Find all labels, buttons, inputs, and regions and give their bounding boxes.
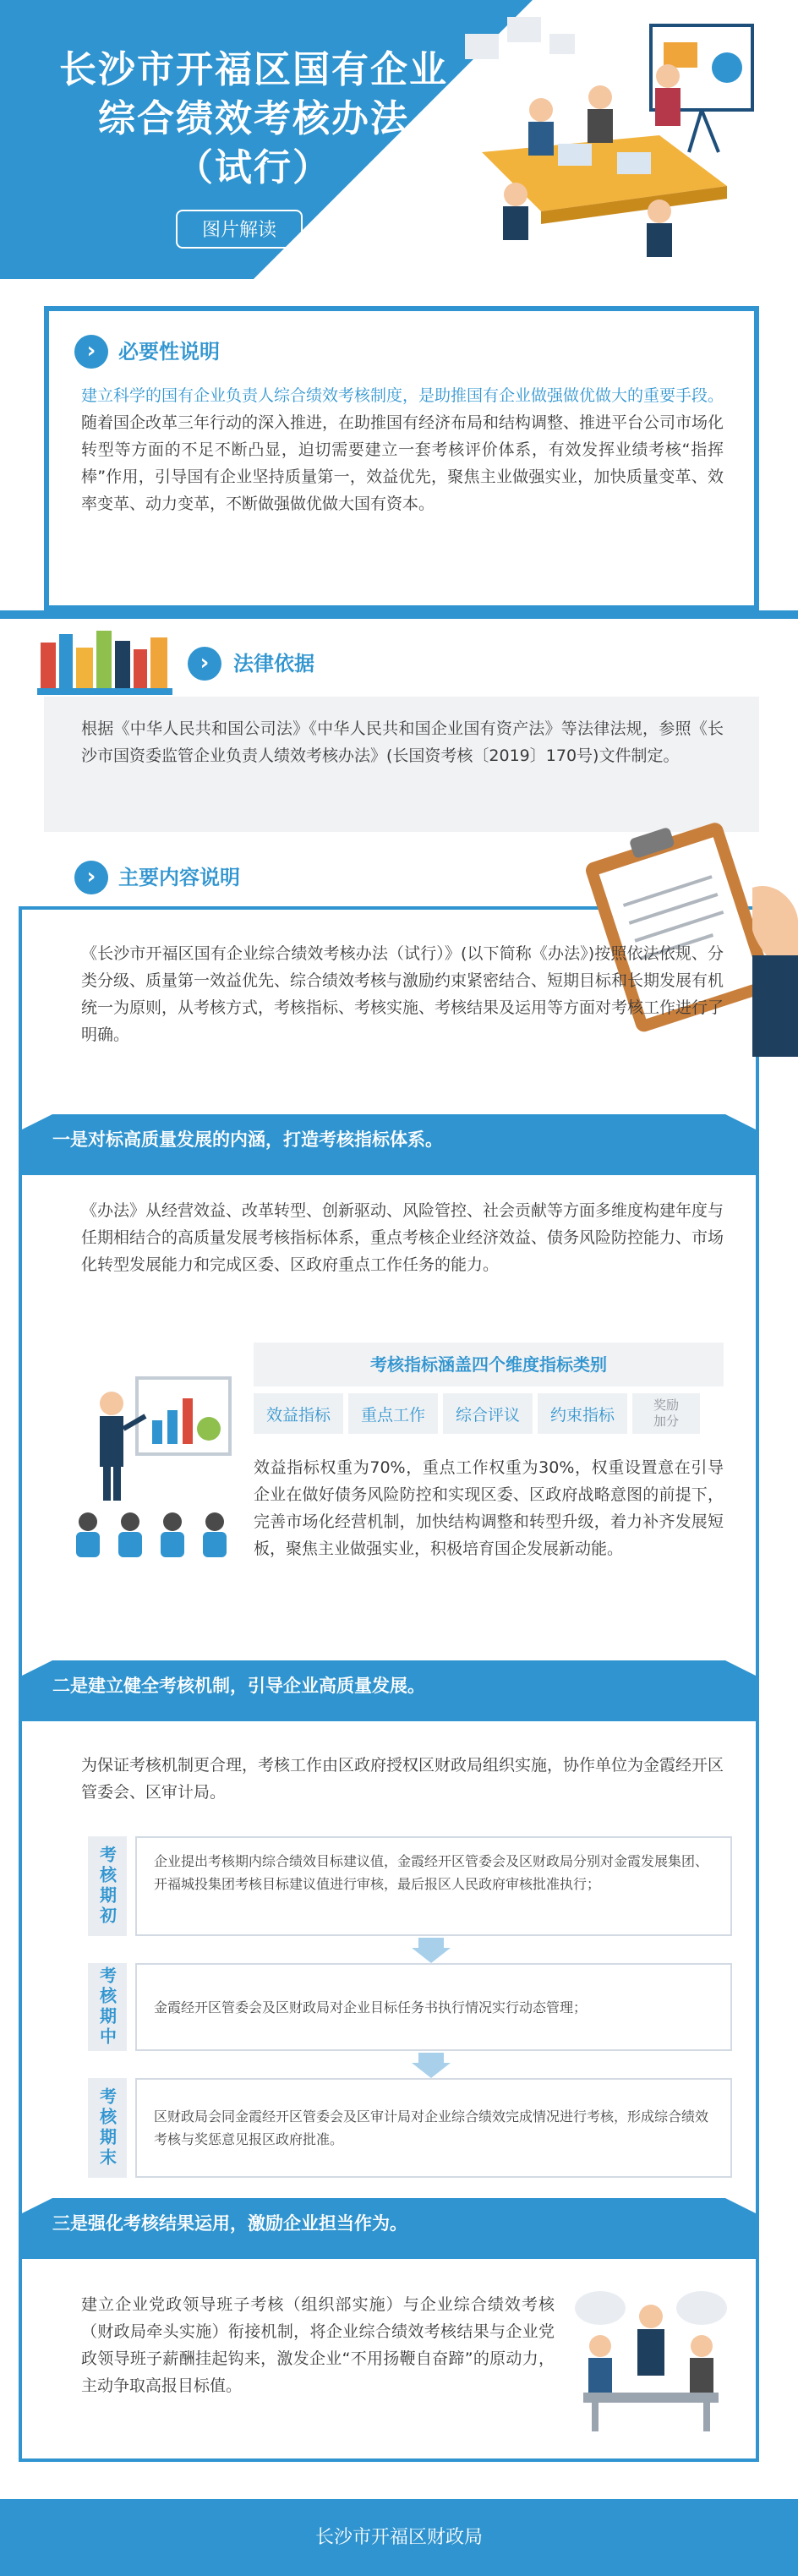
dimension-cell-benefit: 效益指标 [254,1393,343,1434]
dimensions-table [249,1388,705,1439]
bonus-line1: 奖励 [653,1397,679,1413]
necessity-title: 必要性说明 [118,340,220,364]
stage-text-end: 区财政局会同金霞经开区管委会及区审计局对企业综合绩效完成情况进行考核，形成综合绩效考核与奖惩意见报区政府批准。 [135,2078,732,2178]
dimension-cell-key-work: 重点工作 [348,1393,438,1434]
part2-intro: 为保证考核机制更合理，考核工作由区政府授权区财政局组织实施，协作单位为金霞经开区管委会、区审计局。 [81,1756,724,1802]
dimensions-row [249,1388,705,1439]
part1-body: 《办法》从经营效益、改革转型、创新驱动、风险管控、社会贡献等方面多维度构建年度与任期相结合的高质量发展考核指标体系，重点考核企业经济效益、债务风险防控能力、市场化转型发展能力和完成区委、区政府重点工作任务的能力。 [81,1201,724,1274]
page-title-line1: 长沙市开福区国有企业 [59,48,448,91]
books-icon [37,626,172,697]
presenter-illustration [69,1370,238,1564]
chevron-right-icon: › [188,647,221,681]
stage-tag-end: 考核期末 [88,2078,127,2178]
necessity-text [81,382,724,517]
part2-band: 二是建立健全考核机制，引导企业高质量发展。 [52,1664,729,1708]
part1-weights: 效益指标权重为70%，重点工作权重为30%，权重设置意在引导企业在做好债务风险防控和实现区委、区政府战略意图的前提下，完善市场化经营机制，加快结构调整和转型升级，着力补齐发展短板，聚焦主业做强实业，积极培育国企发展新动能。 [254,1458,724,1558]
content-title: 主要内容说明 [118,866,240,889]
page-title-line3: （试行） [176,146,331,189]
image-interpretation-badge: 图片解读 [176,210,303,249]
page-title-line2: 综合绩效考核办法 [98,97,409,140]
dimension-cell-constraint: 约束指标 [538,1393,627,1434]
chevron-right-icon: › [74,335,108,369]
necessity-body: 随着国企改革三年行动的深入推进，在助推国有经济布局和结构调整、推进平台公司市场化转型等方面的不足不断凸显，迫切需要建立一套考核评价体系，有效发挥业绩考核“指挥棒”作用，引导国有企业坚持质量第一，效益优先，聚焦主业做强实业，加快质量变革、效率变革、动力变革，不断做强做优做大国有资本。 [81,413,724,513]
legal-text: 根据《中华人民共和国公司法》《中华人民共和国企业国有资产法》等法律法规，参照《长沙市国资委监管企业负责人绩效考核办法》(长国资考核〔2019〕170号)文件制定。 [81,719,724,765]
stage-text-start: 企业提出考核期内综合绩效目标建议值，金霞经开区管委会及区财政局分别对金霞发展集团、开福城投集团考核目标建议值进行审核，最后报区人民政府审核批准执行； [135,1836,732,1936]
arrow-down-icon [412,2053,451,2078]
part3-body: 建立企业党政领导班子考核（组织部实施）与企业综合绩效考核（财政局牵头实施）衔接机制，将企业综合绩效考核结果与企业党政领导班子薪酬挂起钩来，激发企业“不用扬鞭自奋蹄”的原动力，主动争取高报目标值。 [81,2295,555,2395]
dimension-cell-bonus [632,1393,700,1434]
part3-band: 三是强化考核结果运用，激励企业担当作为。 [52,2201,729,2245]
stage-text-mid: 金霞经开区管委会及区财政局对企业目标任务书执行情况实行动态管理； [135,1963,732,2051]
chevron-right-icon: › [74,861,108,894]
divider [0,610,798,619]
dimension-cell-evaluation: 综合评议 [443,1393,533,1434]
stage-tag-start: 考核期初 [88,1836,127,1936]
legal-title: 法律依据 [233,652,314,675]
discussion-illustration [566,2283,735,2435]
dimensions-title: 考核指标涵盖四个维度指标类别 [254,1343,724,1386]
meeting-illustration [448,8,786,262]
footer: 长沙市开福区财政局 [0,2499,798,2576]
stage-tag-mid: 考核期中 [88,1963,127,2051]
arrow-down-icon [412,1938,451,1963]
part1-band: 一是对标高质量发展的内涵，打造考核指标体系。 [52,1118,729,1162]
bonus-line2: 加分 [653,1414,679,1429]
content-intro: 《长沙市开福区国有企业综合绩效考核办法（试行）》(以下简称《办法》)按照依法依规、分类分级、质量第一效益优先、综合绩效考核与激励约束紧密结合、短期目标和长期发展有机统一为原则，从考核方式，考核指标、考核实施、考核结果及运用等方面对考核工作进行了明确。 [81,944,724,1044]
hero-banner [0,0,798,279]
necessity-highlight: 建立科学的国有企业负责人综合绩效考核制度，是助推国有企业做强做优做大的重要手段。 [81,386,724,405]
